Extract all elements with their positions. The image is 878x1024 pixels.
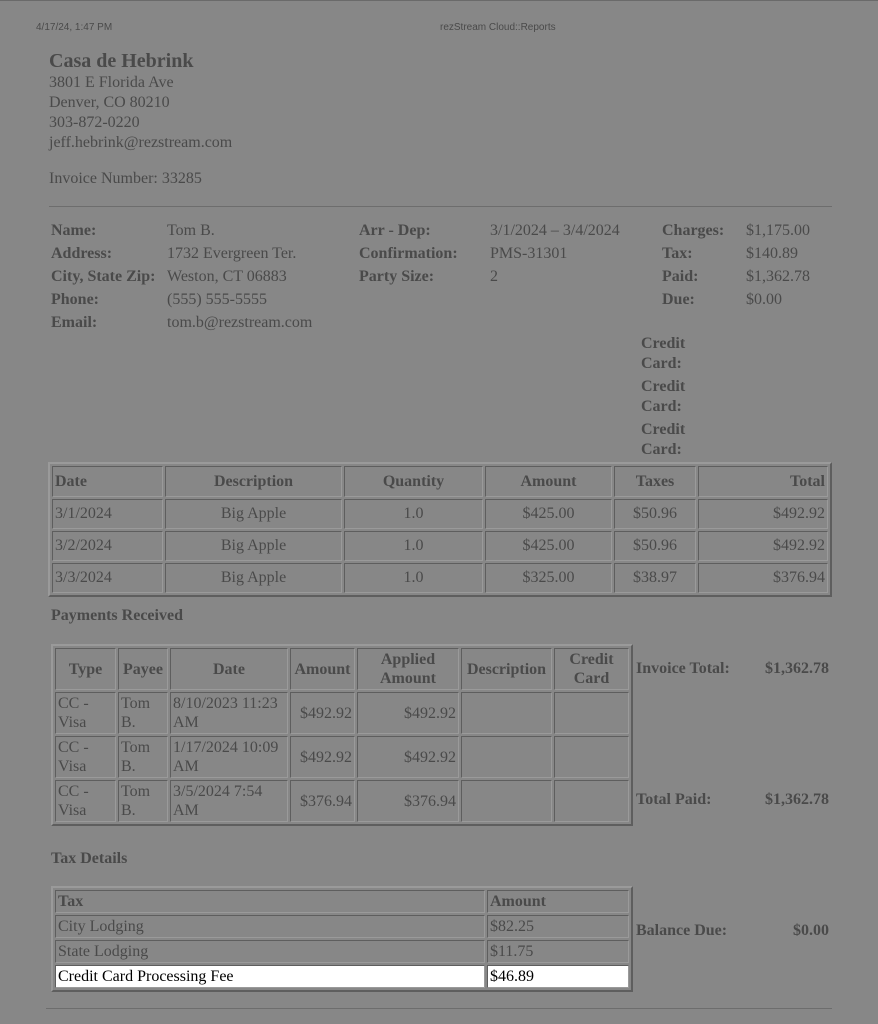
cell: $376.94 (357, 780, 459, 822)
payments-table (51, 644, 633, 826)
cell: Big Apple (165, 563, 342, 593)
tax-details-title: Tax Details (51, 850, 128, 867)
guest-phone: (555) 555-5555 (167, 291, 267, 308)
invoice-number: Invoice Number: 33285 (49, 170, 202, 187)
column-header: Credit Card (554, 648, 629, 690)
tax-table (51, 886, 633, 992)
label: Name: (51, 222, 97, 239)
cell (554, 692, 629, 734)
column-header: Amount (485, 466, 612, 497)
cell: $492.92 (698, 499, 828, 529)
label: Charges: (662, 222, 725, 239)
cell: City Lodging (55, 915, 485, 938)
invoice-total-label: Invoice Total: (636, 660, 730, 677)
cell: 3/1/2024 (52, 499, 163, 529)
table-row (55, 780, 629, 822)
table-row (52, 531, 828, 561)
column-header: Description (165, 466, 342, 497)
cell: 1.0 (344, 499, 483, 529)
total-paid-label: Total Paid: (636, 791, 712, 808)
column-header: Amount (290, 648, 355, 690)
table-row (55, 915, 629, 938)
cell: Tom B. (118, 692, 168, 734)
cell: $492.92 (698, 531, 828, 561)
table-header-row (52, 466, 828, 497)
label: Due: (662, 291, 695, 308)
print-timestamp: 4/17/24, 1:47 PM (36, 22, 113, 33)
table-row (55, 736, 629, 778)
totals-labels (662, 219, 724, 311)
guest-email: tom.b@rezstream.com (167, 314, 313, 331)
label: Confirmation: (359, 245, 458, 262)
credit-card-label: Credit Card: (641, 421, 686, 458)
guest-name: Tom B. (167, 222, 215, 239)
company-phone: 303-872-0220 (49, 114, 140, 131)
cell: 8/10/2023 11:23 AM (170, 692, 288, 734)
divider (46, 1008, 832, 1009)
cell: 1.0 (344, 563, 483, 593)
cell: $82.25 (487, 915, 629, 938)
report-title: rezStream Cloud::Reports (440, 22, 556, 33)
cell: 1.0 (344, 531, 483, 561)
cell (554, 736, 629, 778)
stay-labels (359, 219, 458, 288)
label: Tax: (662, 245, 693, 262)
column-header: Tax (55, 890, 485, 913)
cell: $425.00 (485, 531, 612, 561)
balance-due-label: Balance Due: (636, 922, 728, 939)
cell: State Lodging (55, 940, 485, 963)
cell: Big Apple (165, 531, 342, 561)
cell: Tom B. (118, 780, 168, 822)
cell: $492.92 (290, 692, 355, 734)
charges-total: $1,175.00 (746, 222, 810, 239)
arrival-departure: 3/1/2024 – 3/4/2024 (490, 222, 620, 239)
guest-labels (51, 219, 155, 334)
column-header: Amount (487, 890, 629, 913)
cell: $425.00 (485, 499, 612, 529)
table-row (55, 692, 629, 734)
company-email: jeff.hebrink@rezstream.com (49, 134, 233, 151)
cell: $492.92 (357, 692, 459, 734)
balance-due-value: $0.00 (793, 922, 829, 939)
table-header-row (55, 648, 629, 690)
divider (49, 206, 832, 207)
cell (461, 736, 552, 778)
label: Phone: (51, 291, 99, 308)
credit-card-labels (641, 334, 696, 460)
top-border (0, 0, 878, 1)
column-header: Applied Amount (357, 648, 459, 690)
totals-values (746, 219, 810, 311)
cell: $50.96 (614, 499, 696, 529)
company-address: 3801 E Florida Ave (49, 74, 174, 91)
guest-address: 1732 Evergreen Ter. (167, 245, 297, 262)
due-total: $0.00 (746, 291, 782, 308)
column-header: Taxes (614, 466, 696, 497)
label: Arr - Dep: (359, 222, 431, 239)
cell: $376.94 (698, 563, 828, 593)
cell: CC - Visa (55, 692, 116, 734)
cell: 3/3/2024 (52, 563, 163, 593)
company-name: Casa de Hebrink (49, 50, 194, 72)
cell: 3/5/2024 7:54 AM (170, 780, 288, 822)
guest-city: Weston, CT 06883 (167, 268, 287, 285)
label: Address: (51, 245, 113, 262)
company-info (49, 50, 232, 189)
column-header: Description (461, 648, 552, 690)
invoice-total-value: $1,362.78 (765, 660, 829, 677)
cell: $325.00 (485, 563, 612, 593)
confirmation: PMS-31301 (490, 245, 568, 262)
table-row (55, 940, 629, 963)
paid-total: $1,362.78 (746, 268, 810, 285)
guest-values (167, 219, 312, 334)
cell: 3/2/2024 (52, 531, 163, 561)
column-header: Date (52, 466, 163, 497)
total-paid-value: $1,362.78 (765, 791, 829, 808)
cell (461, 692, 552, 734)
credit-card-label: Credit Card: (641, 378, 686, 415)
cell (554, 780, 629, 822)
charges-table (48, 462, 832, 597)
company-city: Denver, CO 80210 (49, 94, 170, 111)
tax-total: $140.89 (746, 245, 798, 262)
cell: $376.94 (290, 780, 355, 822)
cell: CC - Visa (55, 736, 116, 778)
cell: Tom B. (118, 736, 168, 778)
column-header: Payee (118, 648, 168, 690)
column-header: Date (170, 648, 288, 690)
cell: $492.92 (290, 736, 355, 778)
column-header: Quantity (344, 466, 483, 497)
payments-title: Payments Received (51, 607, 183, 624)
label: City, State Zip: (51, 268, 156, 285)
credit-card-label: Credit Card: (641, 335, 686, 372)
cell: $11.75 (487, 940, 629, 963)
highlighted-table-row[interactable] (55, 965, 629, 988)
table-header-row (55, 890, 629, 913)
label: Email: (51, 314, 98, 331)
cell (461, 780, 552, 822)
column-header: Total (698, 466, 828, 497)
cell: 1/17/2024 10:09 AM (170, 736, 288, 778)
cell: $50.96 (614, 531, 696, 561)
cell: Credit Card Processing Fee (55, 965, 485, 988)
label: Paid: (662, 268, 699, 285)
label: Party Size: (359, 268, 435, 285)
cell: CC - Visa (55, 780, 116, 822)
table-row (52, 499, 828, 529)
cell: Big Apple (165, 499, 342, 529)
cell: $46.89 (487, 965, 629, 988)
cell: $38.97 (614, 563, 696, 593)
party-size: 2 (490, 268, 498, 285)
table-row (52, 563, 828, 593)
column-header: Type (55, 648, 116, 690)
stay-values (490, 219, 620, 288)
cell: $492.92 (357, 736, 459, 778)
